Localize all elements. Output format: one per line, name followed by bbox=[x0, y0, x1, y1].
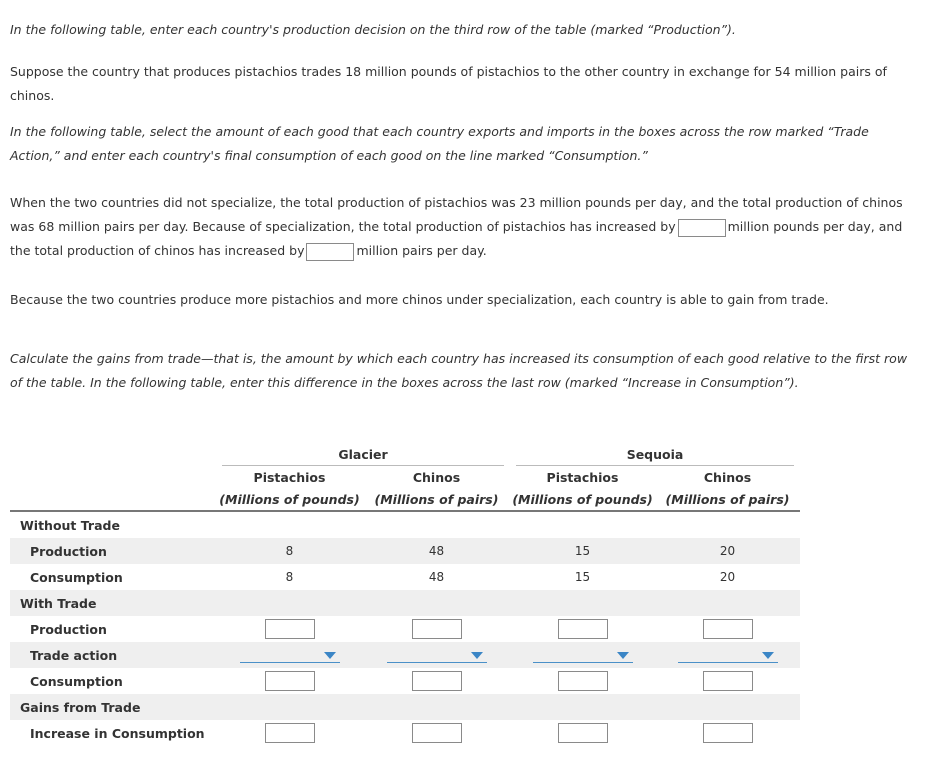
sequoia-pistachios-consumption-input[interactable] bbox=[558, 671, 608, 691]
instruction-gains: Calculate the gains from trade—that is, the amount by which each country has increased its consumption of each good relative to the first row of the table. In the following table, enter this difference in the boxes across the last row (marked “Increase in Consumption”). bbox=[10, 351, 908, 390]
glacier-chinos-trade-dropdown[interactable] bbox=[387, 648, 487, 663]
table-cell: 48 bbox=[363, 538, 510, 564]
chevron-down-icon bbox=[471, 652, 483, 659]
table-row bbox=[10, 564, 800, 590]
glacier-chinos-production-input[interactable] bbox=[412, 619, 462, 639]
row-label-production: Production bbox=[10, 538, 216, 564]
glacier-pistachios-trade-dropdown[interactable] bbox=[240, 648, 340, 663]
table-cell: 15 bbox=[510, 538, 655, 564]
section-gains-from-trade: Gains from Trade bbox=[10, 694, 216, 720]
sequoia-chinos-increase-input[interactable] bbox=[703, 723, 753, 743]
trade-scenario: Suppose the country that produces pistachios trades 18 million pounds of pistachios to the other country in exchange for 54 million pairs of chinos. bbox=[10, 64, 887, 103]
gain-statement: Because the two countries produce more pistachios and more chinos under specialization, each country is able to gain from trade. bbox=[10, 292, 829, 307]
table-cell: 48 bbox=[428, 570, 445, 584]
sequoia-pistachios-production-input[interactable] bbox=[558, 619, 608, 639]
chevron-down-icon bbox=[762, 652, 774, 659]
table-row bbox=[10, 642, 800, 668]
table-row bbox=[10, 538, 800, 564]
table-cell: 8 bbox=[216, 538, 363, 564]
instruction-production: In the following table, enter each country's production decision on the third row of the table (marked “Production”). bbox=[10, 22, 736, 37]
table-cell: 20 bbox=[655, 538, 800, 564]
glacier-pistachios-consumption-input[interactable] bbox=[265, 671, 315, 691]
sequoia-pistachios-increase-input[interactable] bbox=[558, 723, 608, 743]
row-label-increase: Increase in Consumption bbox=[30, 725, 205, 741]
glacier-pistachios-increase-input[interactable] bbox=[265, 723, 315, 743]
unit-header: (Millions of pairs) bbox=[363, 488, 510, 511]
table-cell: 20 bbox=[719, 570, 736, 584]
good-header: Chinos bbox=[412, 469, 461, 485]
specialization-text-c: million pairs per day. bbox=[356, 243, 487, 258]
section-without-trade: Without Trade bbox=[20, 517, 120, 533]
sequoia-chinos-consumption-input[interactable] bbox=[703, 671, 753, 691]
good-header: Pistachios bbox=[253, 469, 326, 485]
good-header: Chinos bbox=[703, 469, 752, 485]
country-header-glacier: Glacier bbox=[216, 440, 510, 466]
table-row bbox=[10, 720, 800, 746]
table-row bbox=[10, 668, 800, 694]
instruction-trade-action: In the following table, select the amount of each good that each country exports and imports in the boxes across the row marked “Trade Action,” and enter each country's final consumption of each good on the line marked “Consumption.” bbox=[10, 124, 869, 163]
table-cell: 8 bbox=[285, 570, 294, 584]
unit-header: (Millions of pounds) bbox=[216, 488, 363, 511]
country-header-sequoia: Sequoia bbox=[510, 440, 800, 466]
trade-table bbox=[10, 440, 800, 746]
table-row bbox=[10, 616, 800, 642]
glacier-pistachios-production-input[interactable] bbox=[265, 619, 315, 639]
sequoia-pistachios-trade-dropdown[interactable] bbox=[533, 648, 633, 663]
pistachio-increase-input[interactable] bbox=[678, 219, 726, 237]
chevron-down-icon bbox=[324, 652, 336, 659]
glacier-chinos-consumption-input[interactable] bbox=[412, 671, 462, 691]
table-cell: 15 bbox=[574, 570, 591, 584]
sequoia-chinos-production-input[interactable] bbox=[703, 619, 753, 639]
unit-header: (Millions of pairs) bbox=[655, 488, 800, 511]
chinos-increase-input[interactable] bbox=[306, 243, 354, 261]
row-label-trade-action: Trade action bbox=[10, 642, 216, 668]
unit-header: (Millions of pounds) bbox=[510, 488, 655, 511]
glacier-chinos-increase-input[interactable] bbox=[412, 723, 462, 743]
section-with-trade: With Trade bbox=[10, 590, 216, 616]
row-label-consumption: Consumption bbox=[30, 673, 123, 689]
chevron-down-icon bbox=[617, 652, 629, 659]
specialization-text-b: million pounds per day, and the total production of chinos has increased by bbox=[10, 219, 903, 258]
good-header: Pistachios bbox=[546, 469, 619, 485]
specialization-text-a: When the two countries did not specialize, the total production of pistachios was 23 million pounds per day, and the total production of chinos was 68 million pairs per day. Because of specialization, the total production of pistachios has increased by bbox=[10, 195, 903, 234]
row-label-consumption: Consumption bbox=[30, 569, 123, 585]
sequoia-chinos-trade-dropdown[interactable] bbox=[678, 648, 778, 663]
row-label-production: Production bbox=[30, 621, 107, 637]
specialization-paragraph bbox=[10, 191, 920, 263]
